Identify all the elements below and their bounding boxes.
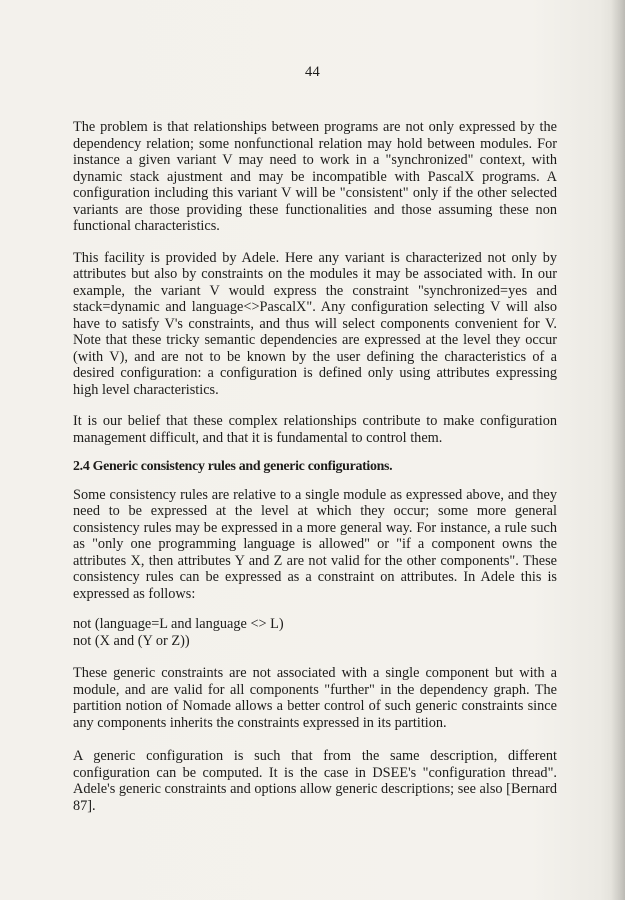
paragraph-generic-configuration: A generic configuration is such that from the same description, different configuration can be computed. It is the case in DSEE's "configuration thread". Adele's generic constraints and options allow generic descriptions; see also [Bernard 87]. <box>73 748 557 814</box>
page-body <box>73 119 557 829</box>
paragraph-adele-facility: This facility is provided by Adele. Here any variant is characterized not only by attributes but also by constraints on the modules it may be associated with. In our example, the variant V would express the constraint "synchronized=yes and stack=dynamic and language<>PascalX". Any configuration selecting V will also have to satisfy V's constraints, and thus will select components convenient for V. Note that these tricky semantic dependencies are expressed at the level they occur (with V), and are not to be known by the user defining the characteristics of a desired configuration: a configuration is defined only using attributes expressing high level characteristics. <box>73 249 557 398</box>
section-heading: 2.4 Generic consistency rules and generic configurations. <box>73 459 393 474</box>
page-edge-shadow <box>611 0 625 900</box>
page-number: 44 <box>305 64 320 80</box>
formula-block <box>73 616 557 649</box>
paragraph-generic-constraints: These generic constraints are not associated with a single component but with a module, and are valid for all components "further" in the dependency graph. The partition notion of Nomade allows a better control of such generic constraints since any components inherits the constraints expressed in its partition. <box>73 665 557 731</box>
paragraph-relationships: The problem is that relationships between programs are not only expressed by the dependency relation; some nonfunctional relation may hold between modules. For instance a given variant V may need to work in a "synchronized" context, with dynamic stack ajustment and may be incompatible with PascalX programs. A configuration including this variant V will be "consistent" only if the other selected variants are those providing these functionalities and those assuming these non functional characteristics. <box>73 119 557 234</box>
paragraph-belief: It is our belief that these complex relationships contribute to make configuration management difficult, and that it is fundamental to control them. <box>73 413 557 446</box>
paragraph-consistency-rules: Some consistency rules are relative to a single module as expressed above, and they need to be expressed at the level at which they occur; some more general consistency rules may be expressed in a more general way. For instance, a rule such as "only one programming language is allowed" or "if a component owns the attributes X, then attributes Y and Z are not valid for the other components". These consistency rules can be expressed as a constraint on attributes. In Adele this is expressed as follows: <box>73 486 557 602</box>
formula-line-2: not (X and (Y or Z)) <box>73 632 190 649</box>
formula-line-1: not (language=L and language <> L) <box>73 616 284 632</box>
